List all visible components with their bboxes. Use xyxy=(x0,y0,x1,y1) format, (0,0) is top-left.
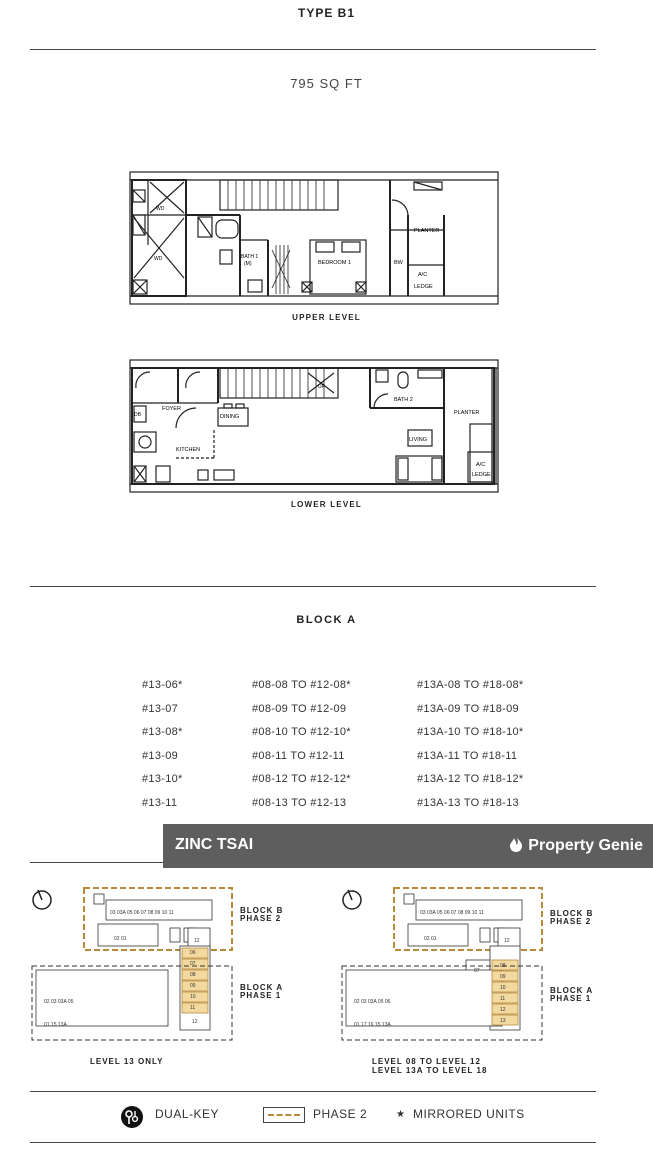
flame-icon xyxy=(508,835,524,853)
label-bath2: BATH 2 xyxy=(394,397,413,403)
watermark-banner xyxy=(163,824,653,868)
label-dining: DINING xyxy=(220,414,240,420)
svg-text:02 01: 02 01 xyxy=(424,936,437,942)
unit-item: #13A-11 TO #18-11 xyxy=(417,749,518,762)
unit-item: #08-11 TO #12-11 xyxy=(252,749,345,762)
right-keyplan-caption-2: LEVEL 13A TO LEVEL 18 xyxy=(372,1066,488,1075)
svg-text:09: 09 xyxy=(190,983,196,989)
svg-text:06: 06 xyxy=(190,950,196,956)
label-wd: WD xyxy=(156,206,165,212)
svg-text:02 03 03A 05: 02 03 03A 05 xyxy=(44,999,74,1005)
svg-text:01 1: 01 17 16 15 13A xyxy=(354,1022,391,1028)
mirrored-star-icon: ★ xyxy=(396,1109,406,1120)
lower-level-plan xyxy=(128,358,500,494)
block-a-label: BLOCK A xyxy=(240,983,284,992)
agent-name: ZINC TSAI xyxy=(175,836,254,853)
unit-item: #13A-13 TO #18-13 xyxy=(417,796,519,809)
divider xyxy=(30,1142,596,1143)
unit-item: #13-07 xyxy=(142,702,179,715)
svg-text:13: 13 xyxy=(500,1018,506,1024)
label-db: DB xyxy=(134,412,141,418)
legend-mirrored: MIRRORED UNITS xyxy=(413,1107,525,1121)
svg-text:11: 11 xyxy=(500,996,506,1002)
block-b-label: BLOCK B xyxy=(240,906,284,915)
svg-text:12: 12 xyxy=(504,938,510,944)
phase-2-swatch xyxy=(263,1107,305,1123)
phase-1-label-2: PHASE 1 xyxy=(550,994,592,1003)
page-title: TYPE B1 xyxy=(297,6,355,20)
unit-item: #08-08 TO #12-08* xyxy=(252,679,351,691)
brand-logo xyxy=(508,835,643,855)
label-ac: A/C xyxy=(418,272,428,278)
divider xyxy=(30,1091,596,1092)
svg-text:03 03A 05 06 07 08 09 1: 03 03A 05 06 07 08 09 10 11 xyxy=(110,910,174,916)
key-plans xyxy=(28,880,628,1080)
svg-text:02 03 03A 05 06: 02 03 03A 05 06 xyxy=(354,999,391,1005)
svg-text:10: 10 xyxy=(190,994,196,1000)
svg-text:02 01: 02 01 xyxy=(114,936,127,942)
svg-text:01 1: 01 15 13A xyxy=(44,1022,67,1028)
phase-2-label-2: PHASE 2 xyxy=(550,917,592,926)
label-planter: PLANTER xyxy=(414,228,440,234)
phase-1-label: PHASE 1 xyxy=(240,991,282,1000)
label-ledge: LEDGE xyxy=(414,284,433,290)
unit-item: #08-09 TO #12-09 xyxy=(252,702,347,715)
label-planter-lower: PLANTER xyxy=(454,410,480,416)
label-bw: BW xyxy=(394,260,403,266)
block-a-label-2: BLOCK A xyxy=(550,986,594,995)
label-bath1: BATH 1 xyxy=(241,254,259,260)
upper-level-plan xyxy=(128,170,500,306)
unit-item: #13-06* xyxy=(142,679,183,691)
svg-text:03 03A 05 06 07 08 09 1: 03 03A 05 06 07 08 09 10 11 xyxy=(420,910,484,916)
svg-text:08: 08 xyxy=(190,972,196,978)
unit-item: #13A-12 TO #18-12* xyxy=(417,773,524,785)
unit-item: #13-09 xyxy=(142,749,179,762)
keyplan-left xyxy=(32,888,283,1066)
unit-column-3 xyxy=(417,676,524,817)
svg-text:12: 12 xyxy=(500,1007,506,1013)
unit-item: #08-13 TO #12-13 xyxy=(252,796,347,809)
right-keyplan-caption-1: LEVEL 08 TO LEVEL 12 xyxy=(372,1057,481,1066)
dual-key-icon xyxy=(120,1105,144,1129)
label-wd-2: WD xyxy=(154,256,163,262)
left-keyplan-caption: LEVEL 13 ONLY xyxy=(90,1057,164,1066)
divider xyxy=(30,586,596,587)
svg-text:10: 10 xyxy=(500,985,506,991)
label-bedroom1: BEDROOM 1 xyxy=(318,260,352,266)
unit-item: #13-11 xyxy=(142,796,178,809)
divider xyxy=(30,49,596,50)
block-b-label-2: BLOCK B xyxy=(550,909,594,918)
lower-level-caption: LOWER LEVEL xyxy=(291,500,362,509)
unit-item: #08-10 TO #12-10* xyxy=(252,726,351,738)
svg-text:11: 11 xyxy=(190,1005,196,1011)
svg-text:12: 12 xyxy=(192,1019,198,1025)
svg-text:07: 07 xyxy=(190,961,196,967)
label-foyer: FOYER xyxy=(162,406,181,412)
phase-2-label: PHASE 2 xyxy=(240,914,282,923)
label-ledge-lower: LEDGE xyxy=(472,472,491,478)
unit-item: #13A-10 TO #18-10* xyxy=(417,726,524,738)
label-ac-lower: A/C xyxy=(476,462,486,468)
svg-text:12: 12 xyxy=(194,938,200,944)
keyplan-right xyxy=(342,888,593,1075)
unit-item: #13-10* xyxy=(142,773,183,785)
unit-column-1 xyxy=(142,676,183,817)
legend-phase-2: PHASE 2 xyxy=(313,1107,368,1121)
unit-area: 795 SQ FT xyxy=(290,76,363,91)
unit-item: #13A-09 TO #18-09 xyxy=(417,702,519,715)
label-up: UP xyxy=(318,384,325,390)
label-living: LIVING xyxy=(409,437,428,443)
svg-text:09: 09 xyxy=(500,974,506,980)
label-kitchen: KITCHEN xyxy=(176,447,201,453)
upper-level-caption: UPPER LEVEL xyxy=(292,313,361,322)
unit-item: #13-08* xyxy=(142,726,183,738)
svg-text:07: 07 xyxy=(474,968,480,974)
label-mm: (M) xyxy=(244,261,252,267)
svg-text:08: 08 xyxy=(500,963,506,969)
brand-name: Property Genie xyxy=(528,837,643,854)
unit-item: #08-12 TO #12-12* xyxy=(252,773,351,785)
block-title: BLOCK A xyxy=(296,614,357,626)
unit-column-2 xyxy=(252,676,351,817)
legend-dual-key: DUAL-KEY xyxy=(155,1107,220,1121)
unit-item: #13A-08 TO #18-08* xyxy=(417,679,524,691)
